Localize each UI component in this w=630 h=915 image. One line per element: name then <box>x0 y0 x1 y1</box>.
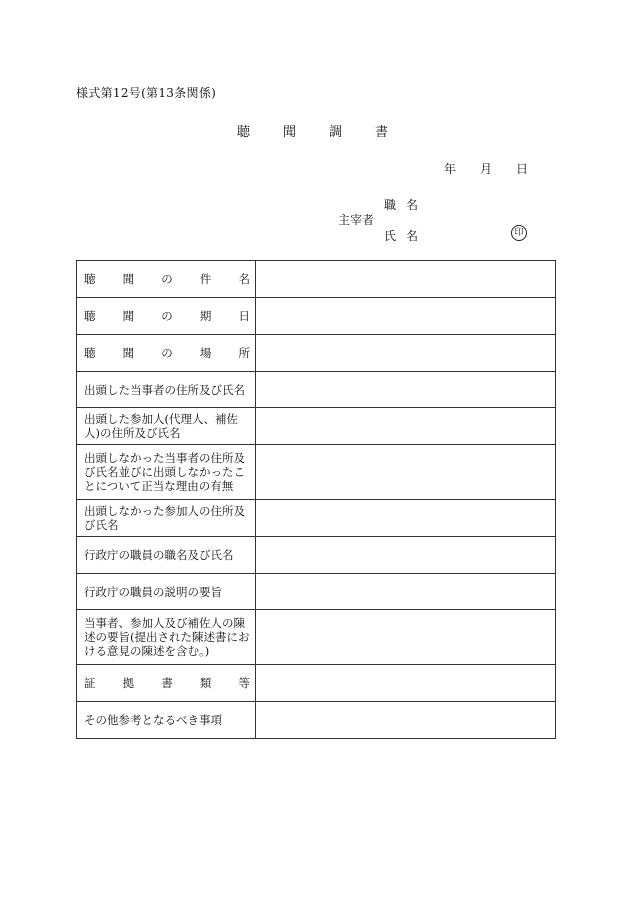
row-label: その他参考となるべき事項 <box>77 702 256 739</box>
name-label: 氏名 <box>384 229 429 243</box>
label-char: 等 <box>238 676 250 690</box>
row-label <box>77 261 256 298</box>
hearing-record-table <box>76 260 556 739</box>
label-char: 書 <box>161 676 173 690</box>
row-value-field[interactable] <box>256 261 556 298</box>
date-line <box>444 160 552 177</box>
row-label: 行政庁の職員の職名及び氏名 <box>77 537 256 574</box>
label-char: 類 <box>199 676 212 690</box>
label-char: 聴 <box>84 309 96 323</box>
table-row <box>77 335 556 372</box>
row-label <box>77 665 256 702</box>
form-number: 様式第12号(第13条関係) <box>76 86 217 100</box>
table-row <box>77 610 556 665</box>
title-char: 聞 <box>283 125 297 140</box>
table-row <box>77 261 556 298</box>
label-char: 聴 <box>84 272 96 286</box>
label-char: 聴 <box>84 346 96 360</box>
table-row <box>77 665 556 702</box>
record-table-body <box>77 261 556 739</box>
label-char: 場 <box>199 346 212 360</box>
row-label: 出頭しなかった当事者の住所及び氏名並びに出頭しなかったことについて正当な理由の有無 <box>77 445 256 500</box>
spread-label <box>84 346 250 360</box>
row-value-field[interactable] <box>256 500 556 537</box>
row-label: 出頭しなかった参加人の住所及び氏名 <box>77 500 256 537</box>
row-label: 当事者、参加人及び補佐人の陳述の要旨(提出された陳述書における意見の陳述を含む。) <box>77 610 256 665</box>
spread-label <box>84 676 250 690</box>
row-value-field[interactable] <box>256 702 556 739</box>
table-row <box>77 537 556 574</box>
title-char: 書 <box>375 125 389 140</box>
title-char: 調 <box>329 125 343 140</box>
row-label: 出頭した参加人(代理人、補佐人)の住所及び氏名 <box>77 408 256 445</box>
table-row <box>77 500 556 537</box>
presider-label: 主宰者 <box>338 213 375 227</box>
label-char: 聞 <box>122 309 135 323</box>
row-value-field[interactable] <box>256 298 556 335</box>
table-row <box>77 445 556 500</box>
row-label <box>77 335 256 372</box>
row-value-field[interactable] <box>256 335 556 372</box>
label-char: 聞 <box>122 272 135 286</box>
label-char: の <box>161 309 173 323</box>
date-day: 日 <box>516 162 529 176</box>
row-value-field[interactable] <box>256 574 556 610</box>
label-char: 件 <box>199 272 212 286</box>
seal-mark: 印 <box>511 225 527 241</box>
table-row <box>77 702 556 739</box>
label-char: の <box>161 346 173 360</box>
row-label <box>77 298 256 335</box>
date-year: 年 <box>444 162 457 176</box>
table-row <box>77 298 556 335</box>
title-char: 聴 <box>237 125 251 140</box>
post-label: 職名 <box>384 198 429 212</box>
row-value-field[interactable] <box>256 408 556 445</box>
label-char: の <box>161 272 173 286</box>
label-char: 証 <box>84 676 96 690</box>
spread-label <box>84 309 250 323</box>
spread-label <box>84 272 250 286</box>
label-char: 期 <box>199 309 212 323</box>
label-char: 名 <box>238 272 250 286</box>
label-char: 聞 <box>122 346 135 360</box>
row-value-field[interactable] <box>256 610 556 665</box>
row-label: 行政庁の職員の説明の要旨 <box>77 574 256 610</box>
row-value-field[interactable] <box>256 445 556 500</box>
table-row <box>77 372 556 408</box>
label-char: 拠 <box>122 676 135 690</box>
row-label: 出頭した当事者の住所及び氏名 <box>77 372 256 408</box>
label-char: 日 <box>238 309 250 323</box>
row-value-field[interactable] <box>256 372 556 408</box>
label-char: 所 <box>238 346 250 360</box>
table-row <box>77 408 556 445</box>
row-value-field[interactable] <box>256 665 556 702</box>
document-title <box>237 121 421 140</box>
row-value-field[interactable] <box>256 537 556 574</box>
table-row <box>77 574 556 610</box>
date-month: 月 <box>480 162 493 176</box>
